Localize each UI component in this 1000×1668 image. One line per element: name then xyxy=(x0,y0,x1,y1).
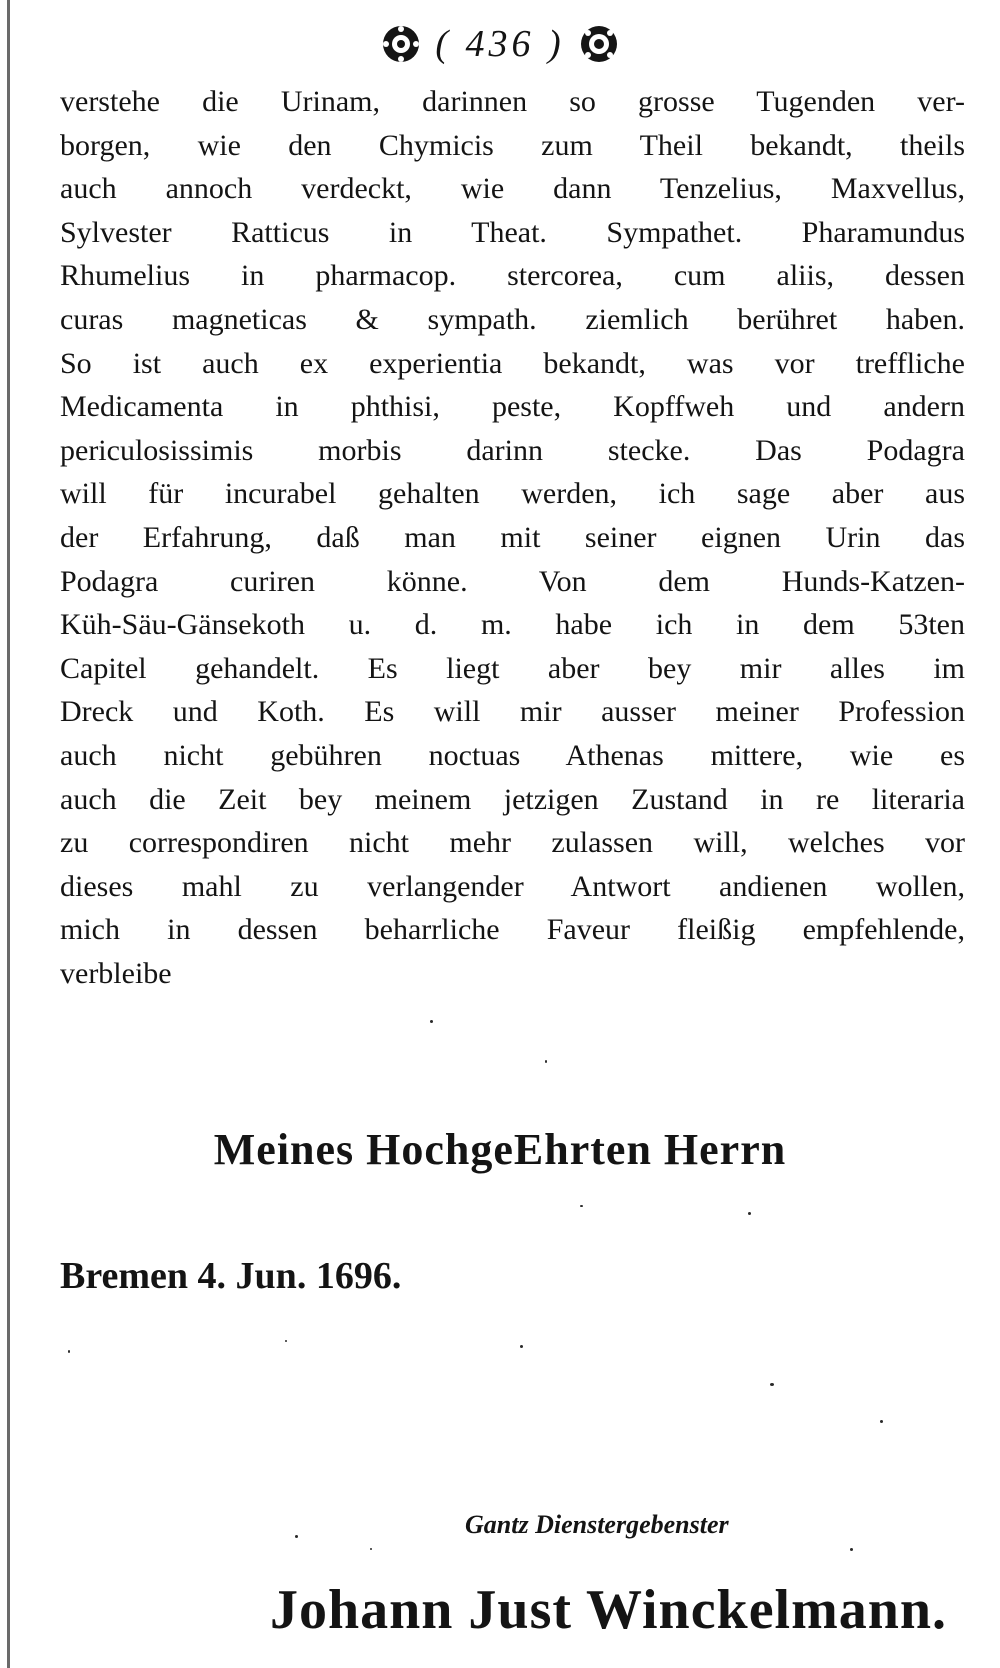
body-line: will für incurabel gehalten werden, ich sage aber aus xyxy=(60,477,965,511)
body-line: Podagra curiren könne. Von dem Hunds-Katzen- xyxy=(60,564,965,598)
ink-speck xyxy=(520,1345,523,1348)
body-line: curas magneticas & sympath. ziemlich berühret haben. xyxy=(60,302,965,336)
rosette-icon xyxy=(579,24,619,64)
body-line: borgen, wie den Chymicis zum Theil bekandt, theils xyxy=(60,128,965,162)
body-line: Rhumelius in pharmacop. stercorea, cum aliis, dessen xyxy=(60,259,965,293)
page-number: ( 436 ) xyxy=(435,23,565,65)
body-line: Capitel gehandelt. Es liegt aber bey mir alles im xyxy=(60,651,965,685)
page-edge-shadow xyxy=(7,0,10,1668)
body-line: Medicamenta in phthisi, peste, Kopffweh und andern xyxy=(60,390,965,424)
body-line: auch nicht gebühren noctuas Athenas mittere, wie es xyxy=(60,738,965,772)
ink-speck xyxy=(285,1340,287,1342)
ink-speck xyxy=(545,1060,547,1063)
body-line: verbleibe xyxy=(60,956,172,990)
ink-speck xyxy=(580,1205,583,1207)
ink-speck xyxy=(295,1535,298,1538)
body-line: der Erfahrung, daß man mit seiner eignen Urin das xyxy=(60,520,965,554)
body-line: mich in dessen beharrliche Faveur fleißig empfehlende, xyxy=(60,913,965,947)
ink-speck xyxy=(850,1548,853,1551)
letter-body xyxy=(60,80,965,995)
ink-speck xyxy=(430,1020,433,1023)
body-line: Dreck und Koth. Es will mir ausser meiner Profession xyxy=(60,695,965,729)
ink-speck xyxy=(370,1548,372,1550)
body-line: zu correspondiren nicht mehr zulassen will, welches vor xyxy=(60,826,965,860)
body-line: periculosissimis morbis darinn stecke. Das Podagra xyxy=(60,433,965,467)
body-line: Küh-Säu-Gänsekoth u. d. m. habe ich in dem 53ten xyxy=(60,608,965,642)
rosette-icon xyxy=(381,24,421,64)
page-header xyxy=(0,12,1000,76)
ink-speck xyxy=(880,1420,883,1423)
body-line: verstehe die Urinam, darinnen so grosse Tugenden ver- xyxy=(60,85,965,118)
ink-speck xyxy=(68,1350,70,1353)
closing-salutation: Meines HochgeEhrten Herrn xyxy=(213,1125,787,1174)
body-line: auch die Zeit bey meinem jetzigen Zustand in re literaria xyxy=(60,782,965,816)
signature-name: Johann Just Winckelmann. xyxy=(270,1579,948,1641)
subscription-line: Gantz Dienstergebenster xyxy=(465,1510,729,1539)
ink-speck xyxy=(748,1212,751,1215)
body-line: Sylvester Ratticus in Theat. Sympathet. Pharamundus xyxy=(60,215,965,249)
date-line: Bremen 4. Jun. 1696. xyxy=(60,1255,402,1297)
body-line: auch annoch verdeckt, wie dann Tenzelius, Maxvellus, xyxy=(60,172,965,206)
body-line: So ist auch ex experientia bekandt, was vor treffliche xyxy=(60,346,965,380)
body-line: dieses mahl zu verlangender Antwort andienen wollen, xyxy=(60,869,965,903)
ink-speck xyxy=(770,1383,774,1386)
